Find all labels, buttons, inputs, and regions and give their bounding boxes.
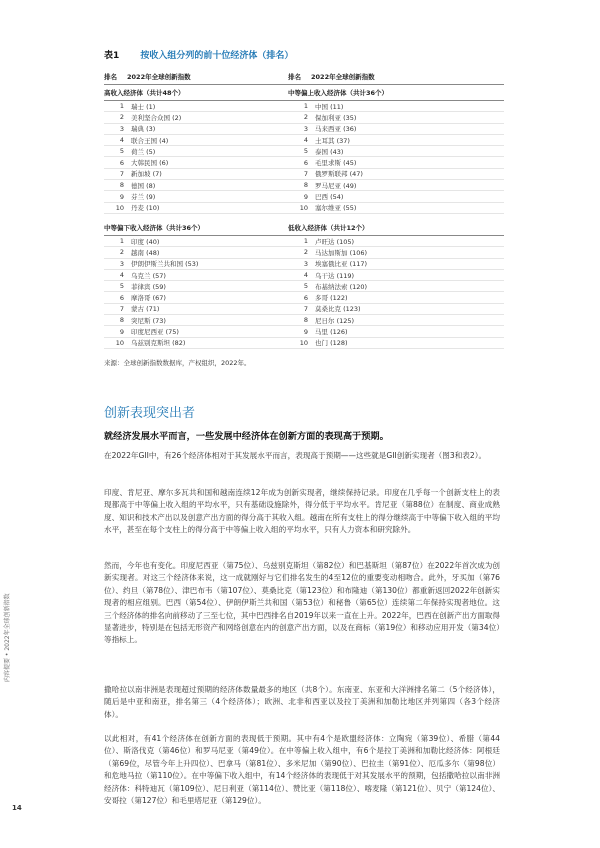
economy-cell: 大韩民国 (6) (131, 159, 169, 168)
economy-cell: 马里 (126) (315, 328, 348, 337)
table-row (288, 292, 504, 303)
rank-cell: 8 (119, 316, 124, 325)
paragraph-5: 以此相对，有41个经济体在创新方面的表现低于预期。其中有4个是欧盟经济体：立陶宛（第39位）、希腊（第44位）、斯洛伐克（第46位）和罗马尼亚（第49位）。在中等偏上收入组中，有6个是拉丁美洲和加勒比经济体：阿根廷（第69位，尽管今年上升四位）、巴拿马（第81位）、多米尼加（第90位）、巴拉圭（第91位）、厄瓜多尔（第98位）和危地马拉（第110位）。在中等偏下收入组中，有14个经济体的表现低于对其发展水平的预期，包括撒哈拉以南非洲经济体：科特迪瓦（第109位）、尼日利亚（第114位）、赞比亚（第118位）、喀麦隆（第121位）、贝宁（第124位）、安哥拉（第127位）和毛里塔尼亚（第129位）。 (104, 734, 500, 806)
rank-cell: 4 (119, 136, 124, 145)
rank-cell: 5 (303, 147, 308, 156)
economy-cell: 卢旺达 (105) (315, 237, 355, 246)
rank-header: 排名 (104, 73, 117, 81)
rank-cell: 3 (303, 124, 308, 133)
table-row (288, 270, 504, 281)
rank-cell: 10 (299, 203, 308, 212)
economy-cell: 中国 (11) (315, 102, 344, 111)
economy-cell: 乌兹别克斯坦 (82) (131, 339, 186, 348)
group-title: 低收入经济体（共计12个） (288, 220, 504, 236)
paragraph-4: 撒哈拉以南非洲是表现超过预期的经济体数量最多的地区（共8个）。东南亚、东亚和大洋洲排名第二（5个经济体），随后是中亚和南亚，排名第三（4个经济体）；欧洲、北非和西亚以及拉丁美洲和加勒比地区并列第四（各3个经济体）。 (104, 685, 500, 719)
rank-cell: 3 (119, 259, 124, 268)
economy-cell: 塞尔维亚 (55) (315, 204, 357, 213)
table-row (288, 101, 504, 112)
running-footer-label: 内容提要 • 2022年全球创新指数 (4, 593, 11, 682)
economy-cell: 罗马尼亚 (49) (315, 181, 357, 190)
rank-cell: 9 (119, 327, 124, 336)
table-row (288, 146, 504, 157)
economy-cell: 布基纳法索 (120) (315, 282, 368, 291)
group-title: 中等偏下收入经济体（共计36个） (104, 220, 320, 236)
rank-cell: 9 (119, 192, 124, 201)
rank-cell: 2 (303, 113, 308, 122)
rank-cell: 10 (115, 338, 124, 347)
rank-cell: 2 (119, 113, 124, 122)
economy-cell: 毛里求斯 (45) (315, 159, 357, 168)
economy-cell: 乌克兰 (57) (131, 271, 166, 280)
table-title (104, 48, 293, 61)
rank-cell: 7 (303, 169, 308, 178)
economy-cell: 菲律宾 (59) (131, 282, 166, 291)
section-heading: 创新表现突出者 (104, 406, 196, 421)
rank-cell: 4 (119, 271, 124, 280)
economy-cell: 荷兰 (5) (131, 147, 156, 156)
economy-cell: 马来西亚 (36) (315, 125, 357, 134)
table-row (288, 315, 504, 326)
economy-cell: 马达加斯加 (106) (315, 248, 368, 257)
economy-cell: 多哥 (122) (315, 294, 348, 303)
economy-cell: 俄罗斯联邦 (47) (315, 170, 363, 179)
economy-cell: 芬兰 (9) (131, 193, 156, 202)
economy-cell: 瑞士 (1) (131, 102, 156, 111)
rank-cell: 1 (303, 102, 308, 111)
table-row (288, 281, 504, 292)
economy-cell: 巴西 (54) (315, 193, 344, 202)
rank-cell: 6 (303, 158, 308, 167)
table-row (288, 191, 504, 202)
economy-cell: 摩洛哥 (67) (131, 294, 166, 303)
economy-cell: 土耳其 (37) (315, 136, 350, 145)
rank-cell: 3 (119, 124, 124, 133)
rank-cell: 1 (119, 102, 124, 111)
table-source-note: 来源：全球创新指数数据库，产权组织，2022年。 (104, 359, 251, 367)
table-row (288, 112, 504, 123)
table-column-header (288, 70, 504, 85)
table-row (288, 236, 504, 247)
economy-cell: 联合王国 (4) (131, 136, 169, 145)
table-row (288, 180, 504, 191)
rank-cell: 3 (303, 259, 308, 268)
group-title: 中等偏上收入经济体（共计36个） (288, 85, 504, 101)
paragraph-2: 印度、肯尼亚、摩尔多瓦共和国和越南连续12年成为创新实现者，继续保持记录。印度在几乎每一个创新支柱上的表现都高于中等偏上收入组的平均水平，只有基础设施除外，得分低于平均水平。肯尼亚（第88位）在制度、商业成熟度、知识和技术产出以及创意产出方面的得分高于其收入组。越南在所有支柱上的得分继续高于中等偏下收入组的平均水平，甚至在每个支柱上的得分高于中等偏上收入组的平均水平，只有人力资本和研究除外。 (104, 488, 500, 535)
rank-cell: 4 (303, 136, 308, 145)
group-title: 高收入经济体（共计48个） (104, 85, 320, 101)
index-header: 2022年全球创新指数 (127, 73, 191, 81)
rank-cell: 9 (303, 192, 308, 201)
rank-cell: 7 (303, 304, 308, 313)
table-row (288, 338, 504, 349)
economy-cell: 埃塞俄比亚 (117) (315, 260, 368, 269)
table-row (288, 304, 504, 315)
table-name: 按收入组分列的前十位经济体（排名） (140, 51, 294, 61)
table-row (288, 135, 504, 146)
page-number: 14 (12, 804, 22, 812)
table-block-low-income (288, 220, 504, 349)
rank-cell: 5 (119, 282, 124, 291)
rank-cell: 5 (119, 147, 124, 156)
rank-header: 排名 (288, 73, 301, 81)
economy-cell: 突尼斯 (73) (131, 316, 166, 325)
economy-cell: 蒙古 (71) (131, 305, 160, 314)
index-header: 2022年全球创新指数 (311, 73, 375, 81)
table-number: 表1 (104, 51, 120, 61)
economy-cell: 莫桑比克 (123) (315, 305, 361, 314)
rank-cell: 1 (303, 237, 308, 246)
rank-cell: 7 (119, 304, 124, 313)
rank-cell: 8 (303, 181, 308, 190)
economy-cell: 印度 (40) (131, 237, 160, 246)
economy-cell: 美利坚合众国 (2) (131, 113, 182, 122)
table-row (288, 169, 504, 180)
rank-cell: 2 (119, 248, 124, 257)
paragraph-1: 在2022年GII中，有26个经济体相对于其发展水平而言，表现高于预期——这些就是GII创新实现者（图3和表2）。 (104, 451, 487, 460)
table-row (288, 247, 504, 258)
table-row (288, 203, 504, 214)
rank-cell: 6 (303, 293, 308, 302)
economy-cell: 保加利亚 (35) (315, 113, 357, 122)
economy-cell: 丹麦 (10) (131, 204, 160, 213)
economy-cell: 德国 (8) (131, 181, 156, 190)
table-row (288, 124, 504, 135)
rank-cell: 7 (119, 169, 124, 178)
rank-cell: 8 (303, 316, 308, 325)
economy-cell: 乌干达 (119) (315, 271, 355, 280)
rank-cell: 10 (299, 338, 308, 347)
rank-cell: 6 (119, 293, 124, 302)
table-block-upper-middle-income (288, 70, 504, 214)
paragraph-3: 然而，今年也有变化。印度尼西亚（第75位）、乌兹别克斯坦（第82位）和巴基斯坦（第87位）在2022年首次成为创新实现者。对这三个经济体来说，这一成就刚好与它们排名发生的4至12位的重要变动相吻合。此外，牙买加（第76位）、约旦（第78位）、津巴布韦（第107位）、莫桑比克（第123位）和布隆迪（第130位）都重新返回2022年创新实现者的相应组别。巴西（第54位）、伊朗伊斯兰共和国（第53位）和秘鲁（第65位）连续第二年保持实现者地位。这三个经济体的排名向前移动了三至七位，其中巴西排名自2019年以来一直在上升。2022年，巴西在创新产出方面取得显著进步，特别是在包括无形资产和网络创意在内的创意产出方面，以及在商标（第19位）和移动应用开发（第34位）等指标上。 (104, 561, 500, 645)
rank-cell: 2 (303, 248, 308, 257)
economy-cell: 越南 (48) (131, 248, 160, 257)
economy-cell: 尼日尔 (125) (315, 316, 355, 325)
rank-cell: 4 (303, 271, 308, 280)
rank-cell: 9 (303, 327, 308, 336)
rank-cell: 6 (119, 158, 124, 167)
rank-cell: 5 (303, 282, 308, 291)
economy-cell: 印度尼西亚 (75) (131, 328, 179, 337)
economy-cell: 泰国 (43) (315, 147, 344, 156)
rank-cell: 8 (119, 181, 124, 190)
rank-cell: 10 (115, 203, 124, 212)
table-row (288, 157, 504, 168)
table-row (288, 326, 504, 337)
economy-cell: 瑞典 (3) (131, 125, 156, 134)
economy-cell: 新加坡 (7) (131, 170, 162, 179)
economy-cell: 伊朗伊斯兰共和国 (53) (131, 260, 199, 269)
table-row (288, 259, 504, 270)
rank-cell: 1 (119, 237, 124, 246)
economy-cell: 也门 (128) (315, 339, 348, 348)
section-lead: 就经济发展水平而言，一些发展中经济体在创新方面的表现高于预期。 (104, 431, 389, 442)
